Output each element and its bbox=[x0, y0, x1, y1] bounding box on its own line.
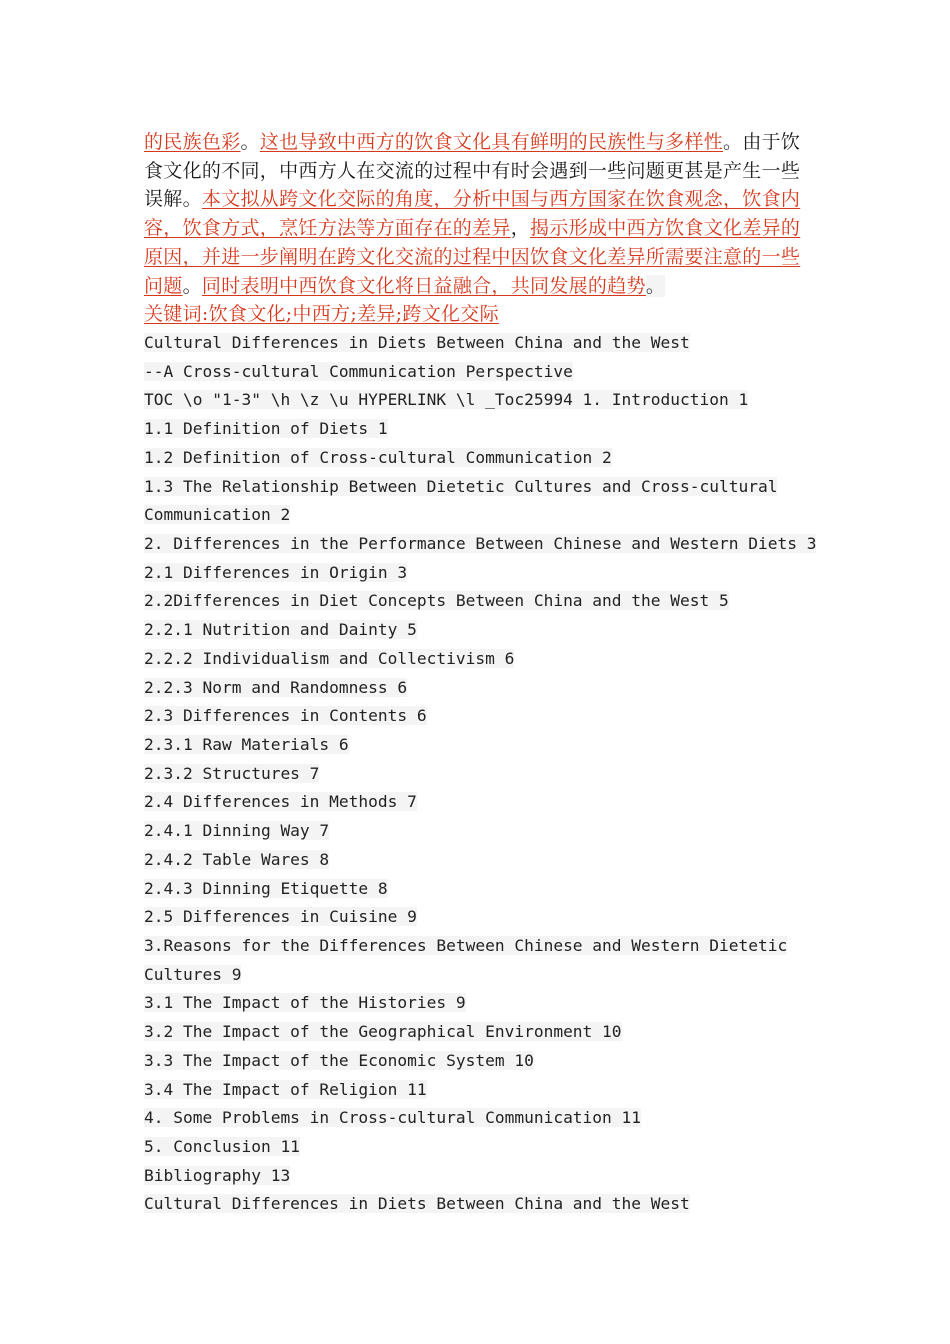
toc-entry[interactable]: 2.4.2 Table Wares 8 bbox=[144, 849, 330, 869]
abstract-punct-4: 。 bbox=[645, 274, 666, 297]
english-subtitle-text: --A Cross-cultural Communication Perspective bbox=[144, 361, 573, 381]
toc-entry-continuation: Cultures 9 bbox=[144, 964, 242, 984]
toc-entry[interactable]: 2.4.1 Dinning Way 7 bbox=[144, 821, 330, 841]
abstract-segment-1: 的民族色彩 bbox=[144, 131, 241, 153]
keywords-line bbox=[144, 300, 812, 329]
toc-entry[interactable]: 3.4 The Impact of Religion 11 bbox=[144, 1079, 427, 1099]
toc-entry[interactable]: Bibliography 13 bbox=[144, 1165, 291, 1185]
keywords-text: 关键词:饮食文化;中西方;差异;跨文化交际 bbox=[144, 303, 499, 326]
footer-title-text: Cultural Differences in Diets Between China and the West bbox=[144, 1194, 690, 1214]
toc-entry[interactable]: 2.1 Differences in Origin 3 bbox=[144, 562, 408, 582]
toc-entry[interactable]: 2.2Differences in Diet Concepts Between China and the West 5 bbox=[144, 591, 729, 611]
toc-entry[interactable]: 2.2.2 Individualism and Collectivism 6 bbox=[144, 648, 515, 668]
abstract-segment-4: 本文拟从跨文化交际的角度，分析中国与西方国家在饮食观念，饮食内容，饮食方式，烹饪方法等方面存在的差异 bbox=[144, 188, 801, 240]
toc-entry[interactable]: 3.2 The Impact of the Geographical Environment 10 bbox=[144, 1022, 622, 1042]
footer-title bbox=[144, 1190, 812, 1219]
toc-entry[interactable]: 2. Differences in the Performance Between Chinese and Western Diets 3 bbox=[144, 533, 817, 553]
abstract-punct-2: ， bbox=[510, 217, 531, 240]
toc-entry[interactable]: 3.3 The Impact of the Economic System 10 bbox=[144, 1050, 534, 1070]
table-of-contents bbox=[144, 386, 817, 1190]
document-page bbox=[144, 128, 817, 1219]
abstract-punct-1: 。 bbox=[240, 131, 260, 153]
english-title bbox=[144, 329, 812, 358]
toc-entry[interactable]: 3.1 The Impact of the Histories 9 bbox=[144, 993, 466, 1013]
toc-entry[interactable]: 2.4.3 Dinning Etiquette 8 bbox=[144, 878, 388, 898]
english-subtitle bbox=[144, 358, 812, 387]
toc-entry-continuation: Communication 2 bbox=[144, 505, 291, 525]
english-title-text: Cultural Differences in Diets Between China and the West bbox=[144, 332, 690, 352]
abstract-punct-3: 。 bbox=[182, 274, 202, 297]
abstract-segment-3: 。由于饮食文化的不同，中西方人在交流的过程中有时会遇到一些问题更甚是产生一些误解。 bbox=[144, 131, 801, 211]
toc-entry[interactable]: 5. Conclusion 11 bbox=[144, 1137, 300, 1157]
toc-entry[interactable]: 2.2.3 Norm and Randomness 6 bbox=[144, 677, 408, 697]
toc-entry[interactable]: 1.3 The Relationship Between Dietetic Cultures and Cross-cultural bbox=[144, 476, 778, 496]
toc-entry[interactable]: TOC \o "1-3" \h \z \u HYPERLINK \l _Toc25994 1. Introduction 1 bbox=[144, 390, 749, 410]
toc-entry[interactable]: 1.2 Definition of Cross-cultural Communication 2 bbox=[144, 447, 612, 467]
abstract-segment-5: 揭示形成中西方饮食文化差异的原因，并进一步阐明在跨文化交流的过程中因饮食文化差异所需要注意的一些问题 bbox=[144, 217, 801, 297]
toc-entry[interactable]: 2.3.2 Structures 7 bbox=[144, 763, 320, 783]
toc-entry[interactable]: 2.3.1 Raw Materials 6 bbox=[144, 734, 349, 754]
abstract-segment-6: 同时表明中西饮食文化将日益融合，共同发展的趋势 bbox=[201, 274, 646, 297]
toc-entry[interactable]: 4. Some Problems in Cross-cultural Communication 11 bbox=[144, 1108, 642, 1128]
abstract-segment-2: 这也导致中西方的饮食文化具有鲜明的民族性与多样性 bbox=[259, 131, 724, 153]
abstract-paragraph bbox=[144, 128, 812, 300]
toc-entry[interactable]: 3.Reasons for the Differences Between Chinese and Western Dietetic bbox=[144, 936, 788, 956]
toc-entry[interactable]: 2.5 Differences in Cuisine 9 bbox=[144, 907, 417, 927]
toc-entry[interactable]: 2.4 Differences in Methods 7 bbox=[144, 792, 417, 812]
toc-entry[interactable]: 2.2.1 Nutrition and Dainty 5 bbox=[144, 620, 417, 640]
toc-entry[interactable]: 1.1 Definition of Diets 1 bbox=[144, 419, 388, 439]
toc-entry[interactable]: 2.3 Differences in Contents 6 bbox=[144, 706, 427, 726]
